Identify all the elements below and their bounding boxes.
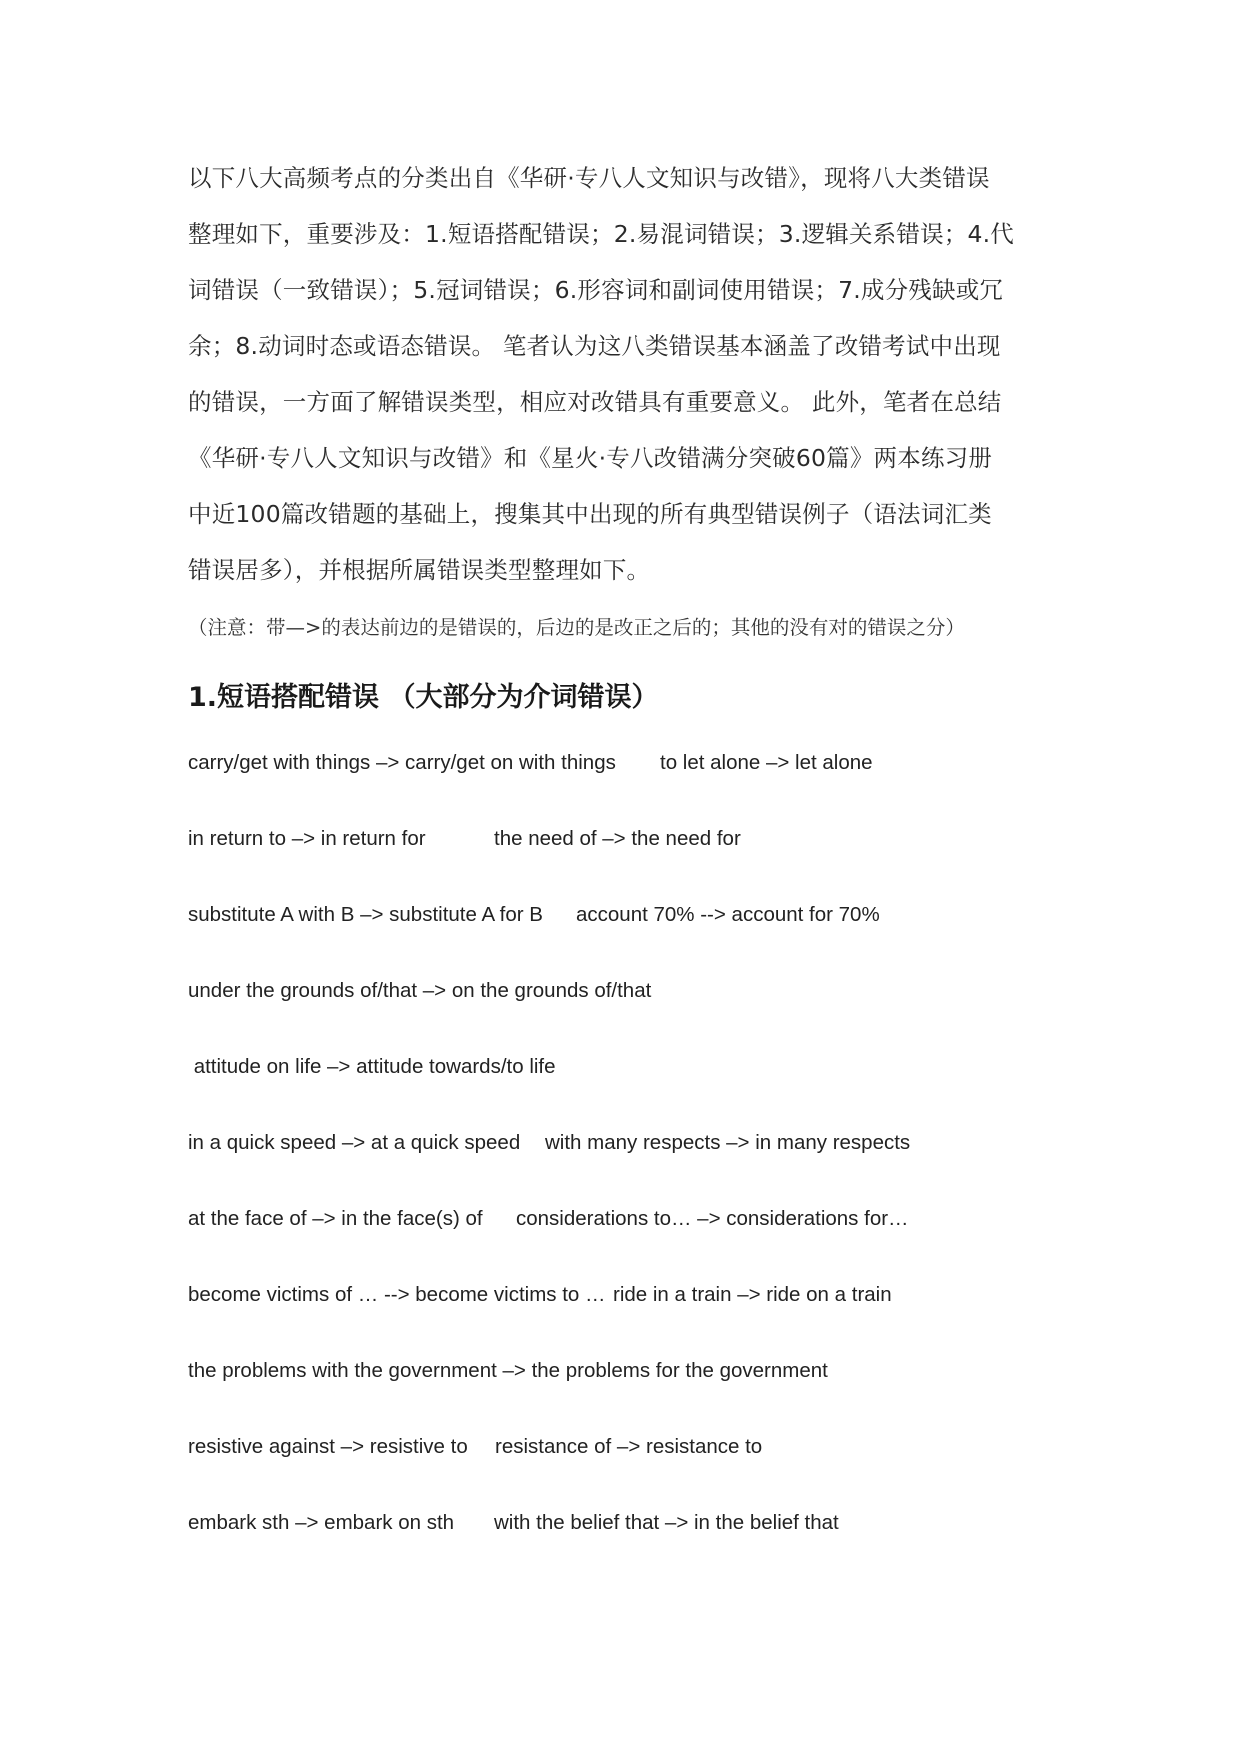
entry-left: at the face of –> in the face(s) of: [188, 1207, 483, 1230]
document-page: [188, 150, 1058, 1582]
entry-left: in a quick speed –> at a quick speed: [188, 1131, 521, 1154]
entry-right: with the belief that –> in the belief that: [494, 1511, 839, 1534]
entry-right: to let alone –> let alone: [660, 751, 873, 774]
intro-line: 余；8.动词时态或语态错误。 笔者认为这八类错误基本涵盖了改错考试中出现: [188, 332, 1001, 360]
entry-left: under the grounds of/that –> on the grounds of/that: [188, 979, 652, 1002]
intro-line: 词错误（一致错误）；5.冠词错误；6.形容词和副词使用错误；7.成分残缺或冗: [188, 276, 1004, 304]
intro-paragraph: [188, 150, 1058, 598]
entry-row: [188, 1278, 1058, 1354]
intro-line: 错误居多），并根据所属错误类型整理如下。: [188, 556, 651, 584]
entry-row: [188, 1126, 1058, 1202]
entry-right: with many respects –> in many respects: [545, 1131, 911, 1154]
entry-row: [188, 1202, 1058, 1278]
note-text: （注意：带—>的表达前边的是错误的，后边的是改正之后的；其他的没有对的错误之分）: [188, 616, 965, 639]
entry-row: [188, 898, 1058, 974]
phrase-entry-list: [188, 746, 1058, 1582]
entry-left: in return to –> in return for: [188, 827, 426, 850]
entry-right: resistance of –> resistance to: [495, 1435, 763, 1458]
entry-left: embark sth –> embark on sth: [188, 1511, 455, 1534]
entry-right: the need of –> the need for: [494, 827, 741, 850]
entry-left: resistive against –> resistive to: [188, 1435, 468, 1458]
entry-left: the problems with the government –> the problems for the government: [188, 1359, 828, 1382]
intro-line: 中近100篇改错题的基础上，搜集其中出现的所有典型错误例子（语法词汇类: [188, 500, 992, 528]
intro-line: 《华研·专八人文知识与改错》和《星火·专八改错满分突破60篇》两本练习册: [188, 444, 993, 472]
entry-right: considerations to… –> considerations for…: [516, 1207, 909, 1230]
entry-row: [188, 1430, 1058, 1506]
intro-line: 以下八大高频考点的分类出自《华研·专八人文知识与改错》，现将八大类错误: [188, 164, 990, 192]
intro-line: 的错误，一方面了解错误类型，相应对改错具有重要意义。 此外，笔者在总结: [188, 388, 1002, 416]
entry-row: [188, 1506, 1058, 1582]
entry-right: ride in a train –> ride on a train: [613, 1283, 892, 1306]
entry-row: [188, 822, 1058, 898]
entry-row: [188, 746, 1058, 822]
entry-left: substitute A with B –> substitute A for B: [188, 903, 543, 926]
entry-left: become victims of … --> become victims to …: [188, 1283, 606, 1306]
entry-left: carry/get with things –> carry/get on with things: [188, 751, 616, 774]
section-heading: 1.短语搭配错误 （大部分为介词错误）: [188, 682, 659, 713]
entry-row: [188, 974, 1058, 1050]
entry-left: attitude on life –> attitude towards/to life: [188, 1055, 556, 1078]
entry-row: [188, 1050, 1058, 1126]
entry-right: account 70% --> account for 70%: [576, 903, 880, 926]
intro-line: 整理如下，重要涉及：1.短语搭配错误；2.易混词错误；3.逻辑关系错误；4.代: [188, 220, 1014, 248]
entry-row: [188, 1354, 1058, 1430]
